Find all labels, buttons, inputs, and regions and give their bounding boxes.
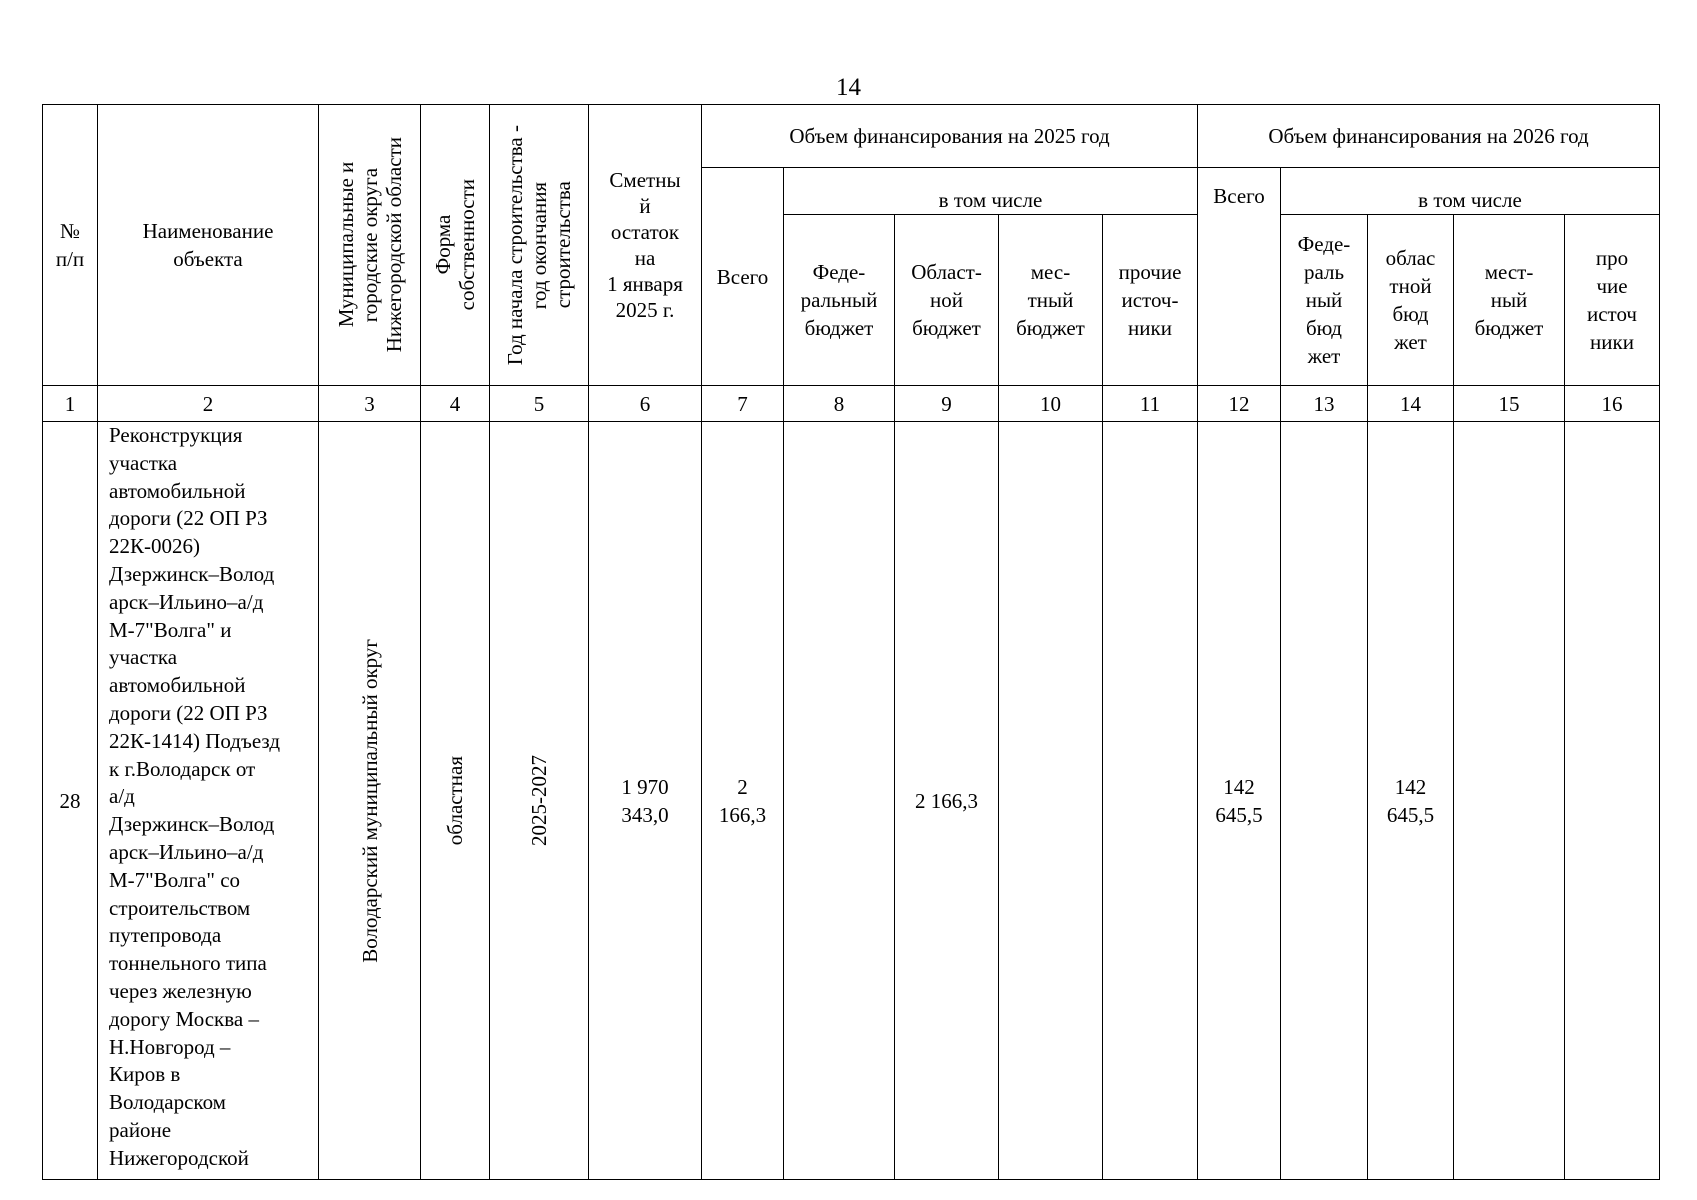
column-number: 15 [1454,386,1565,422]
column-number: 9 [895,386,999,422]
investment-table [42,104,1660,1180]
row-other-2026 [1565,422,1660,1180]
row-federal-2026 [1281,422,1368,1180]
row-num: 28 [43,422,98,1180]
row-federal-2025 [784,422,895,1180]
header-years-text: Год начала строительства - год окончания строительства [503,124,575,366]
row-object-name: Реконструкция участка автомобильной дороги (22 ОП РЗ 22К-0026) Дзержинск–Волод арск–Ильино–а/д М-7"Волга" и участка автомобильной дороги (22 ОП РЗ 22К-1414) Подъезд к г.Володарск от а/д Дзержинск–Волод арск–Ильино–а/д М-7"Волга" со строительством путепровода тоннельного типа через железную дорогу Москва – Н.Новгород – Киров в Володарском районе Нижегородской [98,422,319,1180]
header-federal-2026: Феде- раль ный бюд жет [1281,215,1368,386]
table-row [43,422,1660,1180]
row-regional-2025: 2 166,3 [895,422,999,1180]
header-num: № п/п [43,105,98,386]
column-number-row [43,386,1660,422]
header-object-name: Наименование объекта [98,105,319,386]
row-ownership [421,422,490,1180]
page-number: 14 [836,74,861,101]
header-years [490,105,589,386]
row-local-2025 [999,422,1103,1180]
column-number: 1 [43,386,98,422]
column-number: 3 [319,386,421,422]
row-other-2025 [1103,422,1198,1180]
header-estimate-remainder: Сметны й остаток на 1 января 2025 г. [589,105,702,386]
column-number: 14 [1368,386,1454,422]
column-number: 16 [1565,386,1660,422]
header-local-2026: мест- ный бюджет [1454,215,1565,386]
row-years [490,422,589,1180]
column-number: 6 [589,386,702,422]
row-local-2026 [1454,422,1565,1180]
row-estimate-remainder: 1 970 343,0 [589,422,702,1180]
row-ownership-text: областная [443,755,467,846]
column-number: 11 [1103,386,1198,422]
header-other-2026: про чие источ ники [1565,215,1660,386]
row-municipality-text: Володарский муниципальный округ [357,638,382,963]
header-federal-2025: Феде- ральный бюджет [784,215,895,386]
column-number: 13 [1281,386,1368,422]
header-funding-2026: Объем финансирования на 2026 год [1198,105,1660,168]
header-including-2026: в том числе [1281,168,1660,215]
row-regional-2026: 142 645,5 [1368,422,1454,1180]
header-funding-2025: Объем финансирования на 2025 год [702,105,1198,168]
header-ownership-text: Форма собственности [431,179,479,311]
row-municipality [319,422,421,1180]
header-other-2025: прочие источ- ники [1103,215,1198,386]
row-years-text: 2025-2027 [527,755,551,846]
column-number: 4 [421,386,490,422]
header-ownership [421,105,490,386]
column-number: 2 [98,386,319,422]
column-number: 12 [1198,386,1281,422]
row-total-2026: 142 645,5 [1198,422,1281,1180]
header-total-2025: Всего [702,168,784,386]
header-total-2026: Всего [1198,168,1281,386]
column-number: 8 [784,386,895,422]
header-regional-2025: Област- ной бюджет [895,215,999,386]
header-regional-2026: облас тной бюд жет [1368,215,1454,386]
column-number: 7 [702,386,784,422]
header-including-2025: в том числе [784,168,1198,215]
header-municipality [319,105,421,386]
header-municipality-text: Муниципальные и городские округа Нижегородской области [333,137,406,353]
header-local-2025: мес- тный бюджет [999,215,1103,386]
column-number: 5 [490,386,589,422]
row-total-2025: 2 166,3 [702,422,784,1180]
column-number: 10 [999,386,1103,422]
header-row-1 [43,105,1660,168]
